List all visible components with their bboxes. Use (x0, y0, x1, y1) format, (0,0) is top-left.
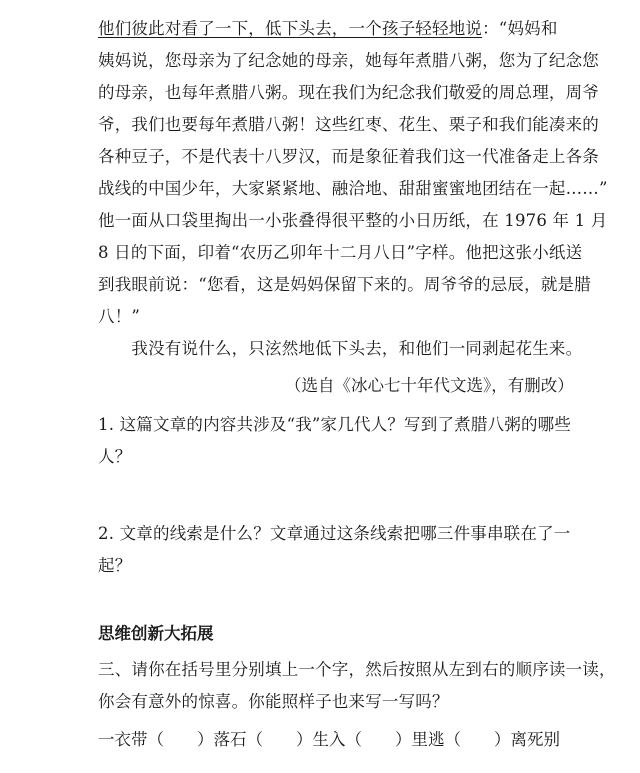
passage-line-6: 战线的中国少年，大家紧紧地、融洽地、甜甜蜜蜜地团结在一起……” (98, 179, 608, 198)
underlined-sentence: 他们彼此对看了一下，低下头去，一个孩子轻轻地说 (98, 19, 483, 38)
passage-line-3: 的母亲，也每年煮腊八粥。现在我们为纪念我们敬爱的周总理，周爷 (98, 83, 599, 102)
passage-line-4: 爷，我们也要每年煮腊八粥！这些红枣、花生、栗子和我们能凑来的 (98, 115, 599, 134)
question-3-line-2: 你会有意外的惊喜。你能照样子也来写一写吗？ (98, 692, 449, 711)
fill-in-blanks-row: 一衣带（ ）落石（ ）生入（ ）里逃（ ）离死别 (98, 730, 560, 749)
question-3-line-1: 三、请你在括号里分别填上一个字，然后按照从左到右的顺序读一读， (98, 660, 616, 679)
question-1-line-1: 1. 这篇文章的内容共涉及“我”家几代人？写到了煮腊八粥的哪些 (98, 415, 572, 434)
passage-line-2: 姨妈说，您母亲为了纪念她的母亲，她每年煮腊八粥，您为了纪念您 (98, 51, 599, 70)
passage-line-7: 他一面从口袋里掏出一小张叠得很平整的小日历纸，在 1976 年 1 月 (98, 211, 608, 230)
passage-line-1 (98, 18, 558, 40)
passage-line-1-rest: ：“妈妈和 (482, 19, 558, 38)
passage-line-8: 8 日的下面，印着“农历乙卯年十二月八日”字样。他把这张小纸送 (98, 243, 583, 262)
question-2-line-2: 起？ (98, 556, 132, 575)
section-heading: 思维创新大拓展 (98, 624, 214, 643)
passage-source: （选自《冰心七十年代文选》，有删改） (285, 376, 574, 395)
passage-line-9: 到我眼前说：“您看，这是妈妈保留下来的。周爷爷的忌辰，就是腊 (98, 275, 591, 294)
question-2-line-1: 2. 文章的线索是什么？文章通过这条线索把哪三件事串联在了一 (98, 524, 571, 543)
question-1-line-2: 人？ (98, 447, 132, 466)
passage-line-11: 我没有说什么，只泫然地低下头去，和他们一同剥起花生来。 (98, 339, 583, 358)
passage-line-5: 各种豆子，不是代表十八罗汉，而是象征着我们这一代准备走上各条 (98, 147, 599, 166)
passage-line-10: 八！” (98, 307, 141, 326)
